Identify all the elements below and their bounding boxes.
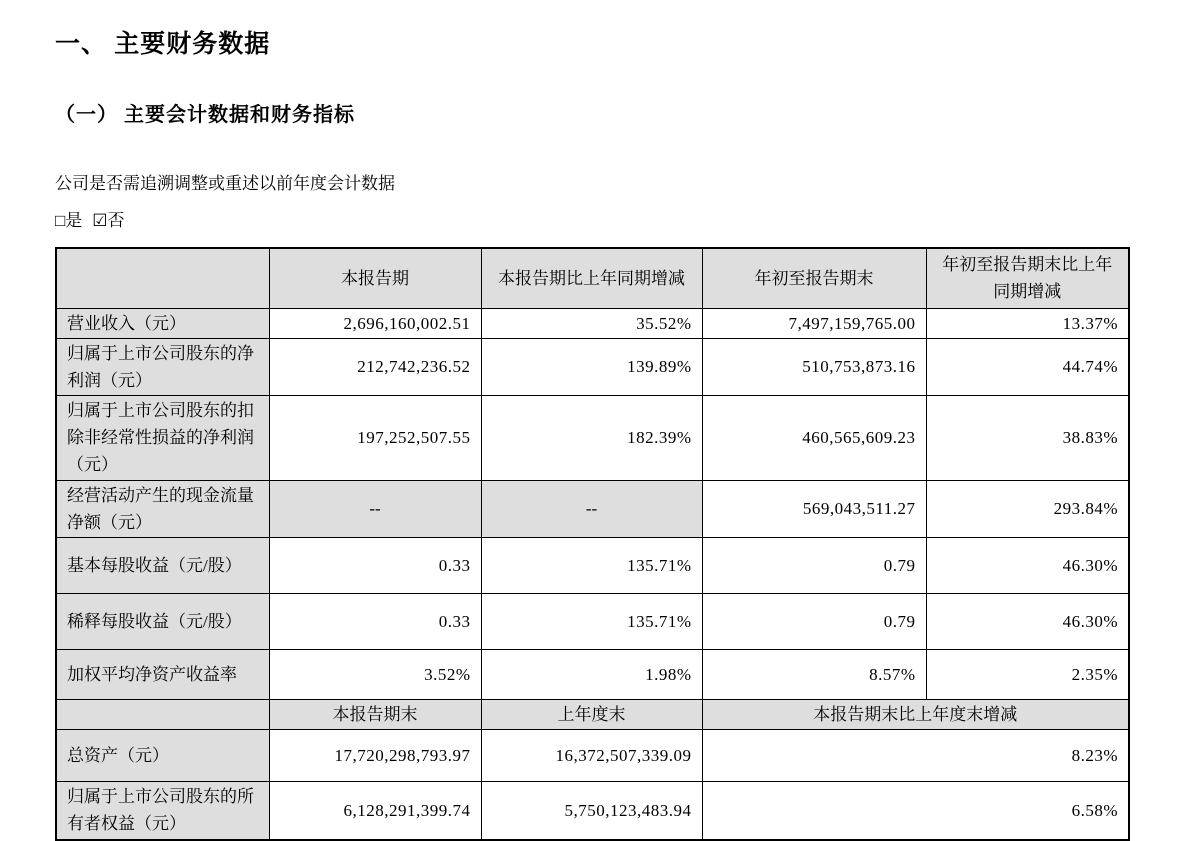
value-cell: 1.98%	[481, 650, 702, 700]
value-cell: 44.74%	[926, 338, 1129, 395]
table-row-total-assets	[56, 730, 1129, 782]
value-cell: 460,565,609.23	[702, 396, 926, 481]
value-cell: 8.57%	[702, 650, 926, 700]
section-title: 一、 主要财务数据	[55, 31, 271, 58]
value-cell: 16,372,507,339.09	[481, 730, 702, 782]
table-header-yearend	[56, 700, 1129, 730]
header-current-period: 本报告期	[269, 248, 481, 308]
value-cell: 0.33	[269, 594, 481, 650]
table-row-diluted-eps	[56, 594, 1129, 650]
value-cell: 293.84%	[926, 480, 1129, 537]
value-cell: 17,720,298,793.97	[269, 730, 481, 782]
table-header-period	[56, 248, 1129, 308]
value-cell: 38.83%	[926, 396, 1129, 481]
value-cell: 7,497,159,765.00	[702, 308, 926, 338]
table-row-shareholders-equity	[56, 782, 1129, 840]
row-label-cell: 基本每股收益（元/股）	[56, 538, 269, 594]
value-cell: 569,043,511.27	[702, 480, 926, 537]
question-text: 公司是否需追溯调整或重述以前年度会计数据	[55, 174, 395, 193]
value-cell: 46.30%	[926, 538, 1129, 594]
subsection-title: （一） 主要会计数据和财务指标	[55, 104, 355, 126]
financial-table	[55, 247, 1130, 841]
value-cell: 212,742,236.52	[269, 338, 481, 395]
header-blank-cell	[56, 248, 269, 308]
value-cell: 6,128,291,399.74	[269, 782, 481, 840]
value-cell: 0.79	[702, 538, 926, 594]
header-yoy-change: 本报告期比上年同期增减	[481, 248, 702, 308]
checkbox-no: ☑否	[92, 211, 125, 230]
header-yearend-change: 本报告期末比上年度末增减	[702, 700, 1129, 730]
value-cell: 135.71%	[481, 538, 702, 594]
checkbox-row	[55, 206, 1128, 231]
value-cell: 2,696,160,002.51	[269, 308, 481, 338]
value-cell: 5,750,123,483.94	[481, 782, 702, 840]
header-period-end: 本报告期末	[269, 700, 481, 730]
row-label-cell: 营业收入（元）	[56, 308, 269, 338]
value-cell: 197,252,507.55	[269, 396, 481, 481]
value-cell: 135.71%	[481, 594, 702, 650]
value-cell-na: --	[269, 480, 481, 537]
header-prior-yearend: 上年度末	[481, 700, 702, 730]
value-cell: 182.39%	[481, 396, 702, 481]
value-cell: 3.52%	[269, 650, 481, 700]
value-cell: 510,753,873.16	[702, 338, 926, 395]
value-cell: 2.35%	[926, 650, 1129, 700]
table-row-operating-cash-flow	[56, 480, 1129, 537]
row-label-cell: 归属于上市公司股东的扣除非经常性损益的净利润（元）	[56, 396, 269, 481]
row-label-cell: 归属于上市公司股东的所有者权益（元）	[56, 782, 269, 840]
row-label-cell: 经营活动产生的现金流量净额（元）	[56, 480, 269, 537]
value-cell: 0.79	[702, 594, 926, 650]
table-row-revenue	[56, 308, 1129, 338]
row-label-cell: 归属于上市公司股东的净利润（元）	[56, 338, 269, 395]
value-cell: 13.37%	[926, 308, 1129, 338]
table-row-weighted-avg-roe	[56, 650, 1129, 700]
value-cell: 0.33	[269, 538, 481, 594]
checkbox-yes: □是	[55, 211, 83, 230]
header-ytd-yoy-change: 年初至报告期末比上年同期增减	[926, 248, 1129, 308]
row-label-cell: 总资产（元）	[56, 730, 269, 782]
header-ytd: 年初至报告期末	[702, 248, 926, 308]
value-cell-na: --	[481, 480, 702, 537]
value-cell: 35.52%	[481, 308, 702, 338]
table-row-basic-eps	[56, 538, 1129, 594]
table-row-net-profit-excl-nonrecurring	[56, 396, 1129, 481]
header-blank-cell	[56, 700, 269, 730]
table-row-net-profit	[56, 338, 1129, 395]
value-cell-change: 8.23%	[702, 730, 1129, 782]
value-cell: 46.30%	[926, 594, 1129, 650]
row-label-cell: 稀释每股收益（元/股）	[56, 594, 269, 650]
value-cell-change: 6.58%	[702, 782, 1129, 840]
row-label-cell: 加权平均净资产收益率	[56, 650, 269, 700]
value-cell: 139.89%	[481, 338, 702, 395]
